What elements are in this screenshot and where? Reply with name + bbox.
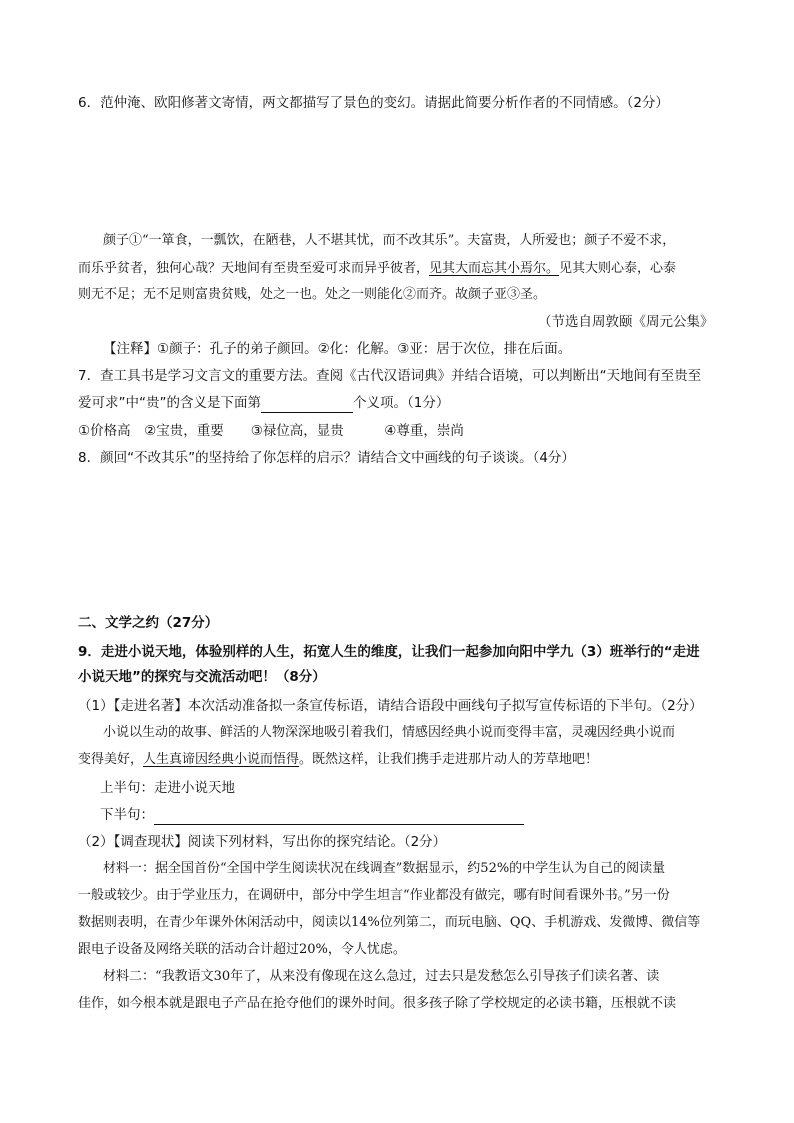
passage-source: （节选自周敦颐《周元公集》 — [538, 314, 714, 330]
material-1-line-1: 材料一：据全国首份“全国中学生阅读状况在线调查”数据显示，约52%的中学生认为自己的阅读量 — [103, 861, 666, 876]
q9-part-1-para-start: 变得美好， — [78, 752, 144, 767]
q9-underlined-sentence: 人生真谛因经典小说而悟得 — [143, 752, 300, 767]
material-2-line-1: 材料二：“我教语文30年了，从来没有像现在这么急过，过去只是发愁怎么引导孩子们读名著、读 — [103, 969, 660, 984]
passage-line-3: 则无不足；无不足则富贵贫贱，处之一也。处之一则能化②而齐。故颜子亚③圣。 — [78, 287, 547, 302]
q9-line-2: 小说天地”的探究与交流活动吧！（8分） — [78, 669, 326, 685]
q7-line-2-end: 个义项。（1分） — [352, 395, 450, 411]
q7-line-2 — [78, 393, 449, 413]
material-1-line-2: 一般或较少。由于学业压力，在调研中，部分中学生坦言“作业都没有做完，哪有时间看课外书。”另一份 — [78, 888, 670, 903]
q9-lower-half — [100, 805, 524, 825]
q9-upper-half: 上半句：走进小说天地 — [100, 780, 235, 796]
q7-line-1: 7．查工具书是学习文言文的重要方法。查阅《古代汉语词典》并结合语境，可以判断出“天地间有至贵至 — [78, 368, 702, 384]
q8-text: 8．颜回“不改其乐”的坚持给了你怎样的启示？请结合文中画线的句子谈谈。（4分） — [78, 450, 575, 466]
q6-text: 6．范仲淹、欧阳修著文寄情，两文都描写了景色的变幻。请据此简要分析作者的不同情感。（2分） — [78, 95, 669, 111]
q9-lower-label: 下半句： — [100, 807, 154, 823]
q7-line-2-start: 爱可求”中“贵”的含义是下面第 — [78, 395, 261, 411]
q9-line-1: 9．走进小说天地，体验别样的人生，拓宽人生的维度，让我们一起参加向阳中学九（3）班举行的“走进 — [78, 644, 700, 660]
q7-answer-blank[interactable] — [261, 396, 353, 413]
material-1-line-4: 跟电子设备及网络关联的活动合计超过20%，令人忧虑。 — [78, 942, 406, 957]
q9-part-2-title: （2）【调查现状】阅读下列材料，写出你的探究结论。（2分） — [78, 834, 447, 850]
q9-part-1-para-end: 。既然这样，让我们携手走进那片动人的芳草地吧！ — [299, 752, 599, 767]
material-1-line-3: 数据则表明，在青少年课外休闲活动中，阅读以14%位列第二，而玩电脑、QQ、手机游戏、发微博、微信等 — [78, 915, 701, 930]
passage-line-2-end: 见其大则心泰，心泰 — [559, 261, 677, 276]
passage-line-1: 颜子①“一箪食，一瓢饮，在陋巷，人不堪其忧，而不改其乐”。夫富贵，人所爱也；颜子不爱不求， — [103, 233, 676, 248]
passage-notes: 【注释】①颜子：孔子的弟子颜回。②化：化解。③亚：居于次位，排在后面。 — [103, 341, 572, 357]
q9-part-1-para-line-1: 小说以生动的故事、鲜活的人物深深地吸引着我们，情感因经典小说而变得丰富，灵魂因经典小说而 — [103, 725, 676, 740]
passage-line-2-start: 而乐乎贫者，独何心哉？天地间有至贵至爱可求而异乎彼者， — [78, 261, 430, 276]
q9-part-1-title: （1）【走进名著】本次活动准备拟一条宣传标语，请结合语段中画线句子拟写宣传标语的下半句。（2分） — [78, 698, 703, 714]
q9-part-1-para-line-2 — [78, 750, 598, 770]
q7-options: ①价格高 ②宝贵，重要 ③禄位高，显贵 ④尊重，崇尚 — [78, 423, 464, 439]
material-2-line-2: 佳作，如今根本就是跟电子产品在抢夺他们的课外时间。很多孩子除了学校规定的必读书籍，压根就不读 — [78, 996, 677, 1011]
q9-lower-half-blank[interactable] — [154, 808, 524, 825]
passage-underlined-sentence: 见其大而忘其小焉尔。 — [429, 261, 560, 276]
section-2-heading: 二、文学之约（27分） — [78, 615, 219, 631]
passage-line-2 — [78, 259, 676, 279]
